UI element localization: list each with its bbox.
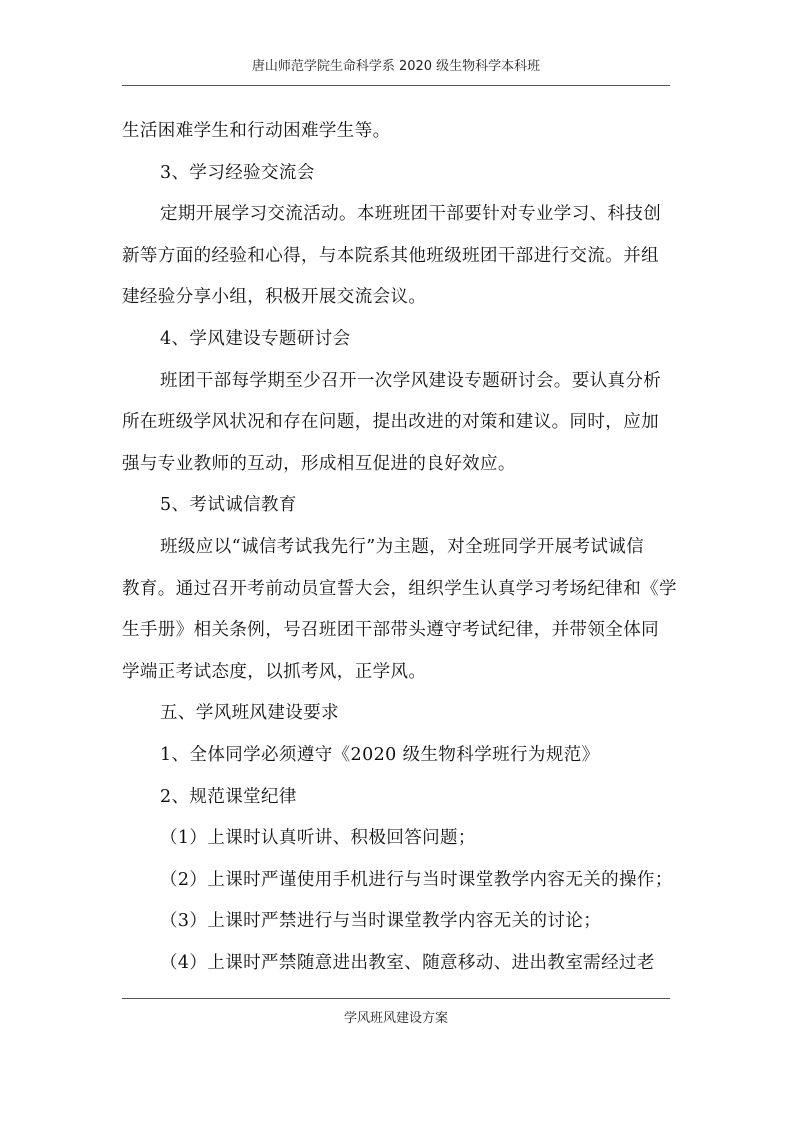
text-line: 班团干部每学期至少召开一次学风建设专题研讨会。要认真分析 bbox=[160, 370, 662, 391]
text-line: 所在班级学风状况和存在问题，提出改进的对策和建议。同时，应加 bbox=[122, 412, 659, 433]
text-line: 建经验分享小组，积极开展交流会议。 bbox=[122, 287, 427, 308]
text-line: 强与专业教师的互动，形成相互促进的良好效应。 bbox=[122, 453, 516, 474]
text-line: （1）上课时认真听讲、积极回答问题； bbox=[160, 828, 476, 849]
text-line: 学端正考试态度，以抓考风，正学风。 bbox=[122, 661, 427, 682]
text-line: 生活困难学生和行动困难学生等。 bbox=[122, 121, 391, 141]
text-line: 教育。通过召开考前动员宣誓大会，组织学生认真学习考场纪律和《学 bbox=[122, 578, 677, 599]
text-line: 4、学风建设专题研讨会 bbox=[160, 328, 351, 349]
footer-title: 学风班风建设方案 bbox=[343, 1011, 448, 1026]
text-line: 3、学习经验交流会 bbox=[160, 162, 315, 183]
text-line: （4）上课时严禁随意进出教室、随意移动、进出教室需经过老 bbox=[160, 952, 655, 973]
text-line: （3）上课时严禁进行与当时课堂教学内容无关的讨论； bbox=[160, 911, 602, 932]
text-line: 5、考试诚信教育 bbox=[160, 495, 297, 516]
page-footer bbox=[122, 998, 670, 1039]
document-body bbox=[122, 111, 676, 984]
text-line: 1、全体同学必须遵守《2020 级生物科学班行为规范》 bbox=[160, 744, 600, 765]
text-line: （2）上课时严谨使用手机进行与当时课堂教学内容无关的操作； bbox=[160, 869, 673, 890]
text-line: 新等方面的经验和心得，与本院系其他班级班团干部进行交流。并组 bbox=[122, 245, 659, 266]
text-line: 定期开展学习交流活动。本班班团干部要针对专业学习、科技创 bbox=[160, 204, 662, 225]
text-line: 2、规范课堂纪律 bbox=[160, 786, 297, 807]
text-line: 五、学风班风建设要求 bbox=[160, 703, 339, 724]
header-title: 唐山师范学院生命科学系 2020 级生物科学本科班 bbox=[251, 59, 541, 74]
page-header bbox=[122, 53, 670, 86]
text-line: 生手册》相关条例，号召班团干部带头遵守考试纪律，并带领全体同 bbox=[122, 620, 659, 641]
text-line: 班级应以“诚信考试我先行”为主题，对全班同学开展考试诚信 bbox=[160, 536, 645, 557]
